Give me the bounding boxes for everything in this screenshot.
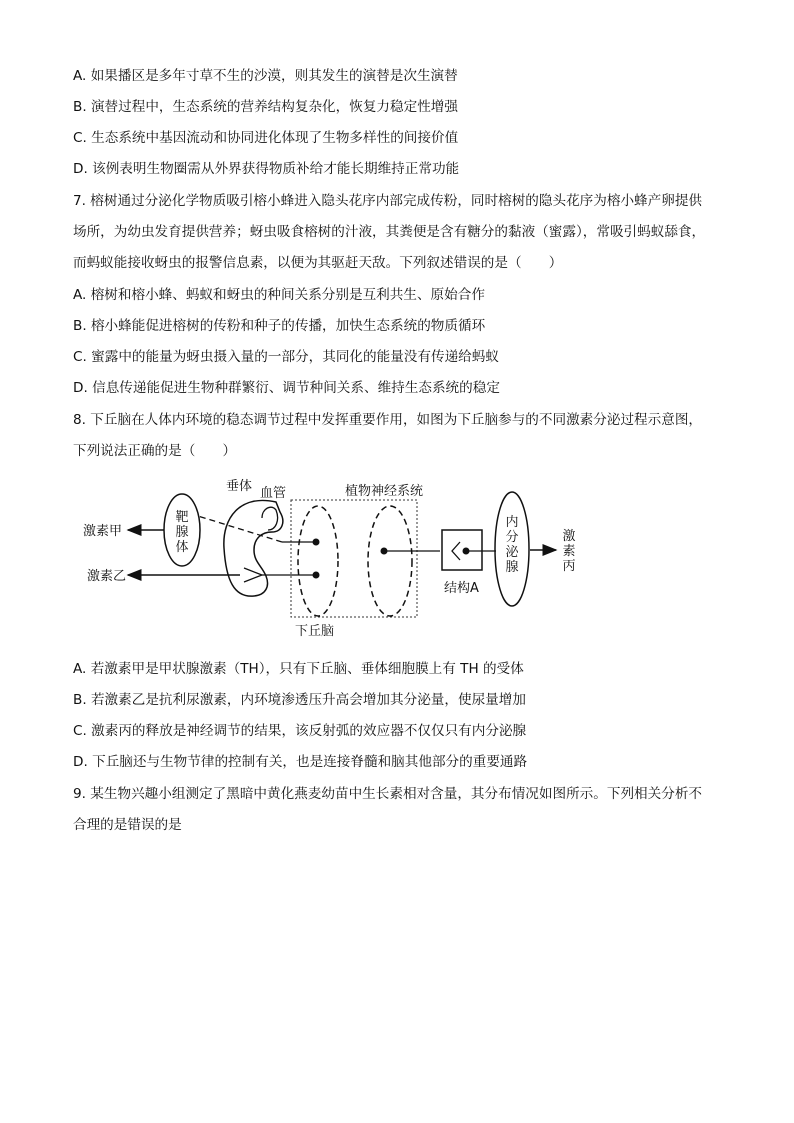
q7-stem-line-2: 场所，为幼虫发育提供营养；蚜虫吸食榕树的汁液，其粪便是含有糖分的黏液（蜜露），常吸引蚂蚁舔食， — [73, 224, 706, 240]
q8-option-b: B. 若激素乙是抗利尿激素，内环境渗透压升高会增加其分泌量，使尿量增加 — [73, 692, 526, 708]
q8-option-a: A. 若激素甲是甲状腺激素（TH），只有下丘脑、垂体细胞膜上有 TH 的受体 — [73, 661, 524, 677]
q9-stem-line-1: 9. 某生物兴趣小组测定了黑暗中黄化燕麦幼苗中生长素相对含量，其分布情况如图所示。下列相关分析不 — [73, 786, 703, 802]
pituitary-label: 垂体 — [226, 479, 253, 494]
endocrine-char-4: 腺 — [505, 560, 519, 575]
target-gland-char-3: 体 — [175, 540, 189, 555]
endocrine-char-2: 分 — [505, 530, 519, 545]
q6-option-b: B. 演替过程中，生态系统的营养结构复杂化，恢复力稳定性增强 — [73, 99, 458, 115]
blood-vessel — [262, 507, 278, 530]
q8-option-d: D. 下丘脑还与生物节律的控制有关，也是连接脊髓和脑其他部分的重要通路 — [73, 754, 528, 770]
blood-vessel-label: 血管 — [260, 486, 287, 501]
autonomic-neuron-oval — [368, 506, 412, 616]
q8-option-c: C. 激素丙的释放是神经调节的结果，该反射弧的效应器不仅仅只有内分泌腺 — [73, 723, 527, 739]
endocrine-char-3: 泌 — [505, 545, 519, 560]
endocrine-char-1: 内 — [505, 515, 519, 530]
hypothalamus-label: 下丘脑 — [295, 624, 335, 639]
q9-stem-line-2: 合理的是错误的是 — [73, 817, 182, 833]
q7-option-a: A. 榕树和榕小蜂、蚂蚁和蚜虫的种间关系分别是互利共生、原始合作 — [73, 287, 485, 303]
pituitary-shape — [224, 500, 283, 596]
target-gland-char-2: 腺 — [175, 525, 189, 540]
structure-a-label: 结构A — [444, 581, 479, 596]
hypothalamus-hormone-diagram — [0, 470, 794, 645]
q8-stem-line-2: 下列说法正确的是（ ） — [73, 443, 237, 459]
q7-option-d: D. 信息传递能促进生物种群繁衍、调节种间关系、维持生态系统的稳定 — [73, 380, 500, 396]
hypothalamus-box — [291, 500, 417, 617]
q7-stem-line-1: 7. 榕树通过分泌化学物质吸引榕小蜂进入隐头花序内部完成传粉，同时榕树的隐头花序为榕小蜂产卵提供 — [73, 193, 703, 209]
autonomic-label: 植物神经系统 — [345, 484, 424, 499]
q6-option-c: C. 生态系统中基因流动和协同进化体现了生物多样性的间接价值 — [73, 130, 459, 146]
hormone-jia-label: 激素甲 — [83, 524, 123, 539]
hormone-bing-char-2: 素 — [562, 544, 576, 559]
hormone-bing-char-3: 丙 — [562, 559, 576, 574]
q8-stem-line-1: 8. 下丘脑在人体内环境的稳态调节过程中发挥重要作用，如图为下丘脑参与的不同激素分泌过程示意图， — [73, 412, 703, 428]
q7-option-b: B. 榕小蜂能促进榕树的传粉和种子的传播，加快生态系统的物质循环 — [73, 318, 486, 334]
structure-a-box — [442, 530, 482, 570]
target-gland-char-1: 靶 — [175, 510, 189, 525]
hypothalamus-neuron-oval — [298, 506, 338, 616]
q7-option-c: C. 蜜露中的能量为蚜虫摄入量的一部分，其同化的能量没有传递给蚂蚁 — [73, 349, 499, 365]
hormone-yi-label: 激素乙 — [87, 569, 127, 584]
q6-option-a: A. 如果播区是多年寸草不生的沙漠，则其发生的演替是次生演替 — [73, 68, 458, 84]
hormone-bing-char-1: 激 — [562, 529, 576, 544]
q6-option-d: D. 该例表明生物圈需从外界获得物质补给才能长期维持正常功能 — [73, 161, 460, 177]
q7-stem-line-3: 而蚂蚁能接收蚜虫的报警信息素，以便为其驱赶天敌。下列叙述错误的是（ ） — [73, 255, 563, 271]
